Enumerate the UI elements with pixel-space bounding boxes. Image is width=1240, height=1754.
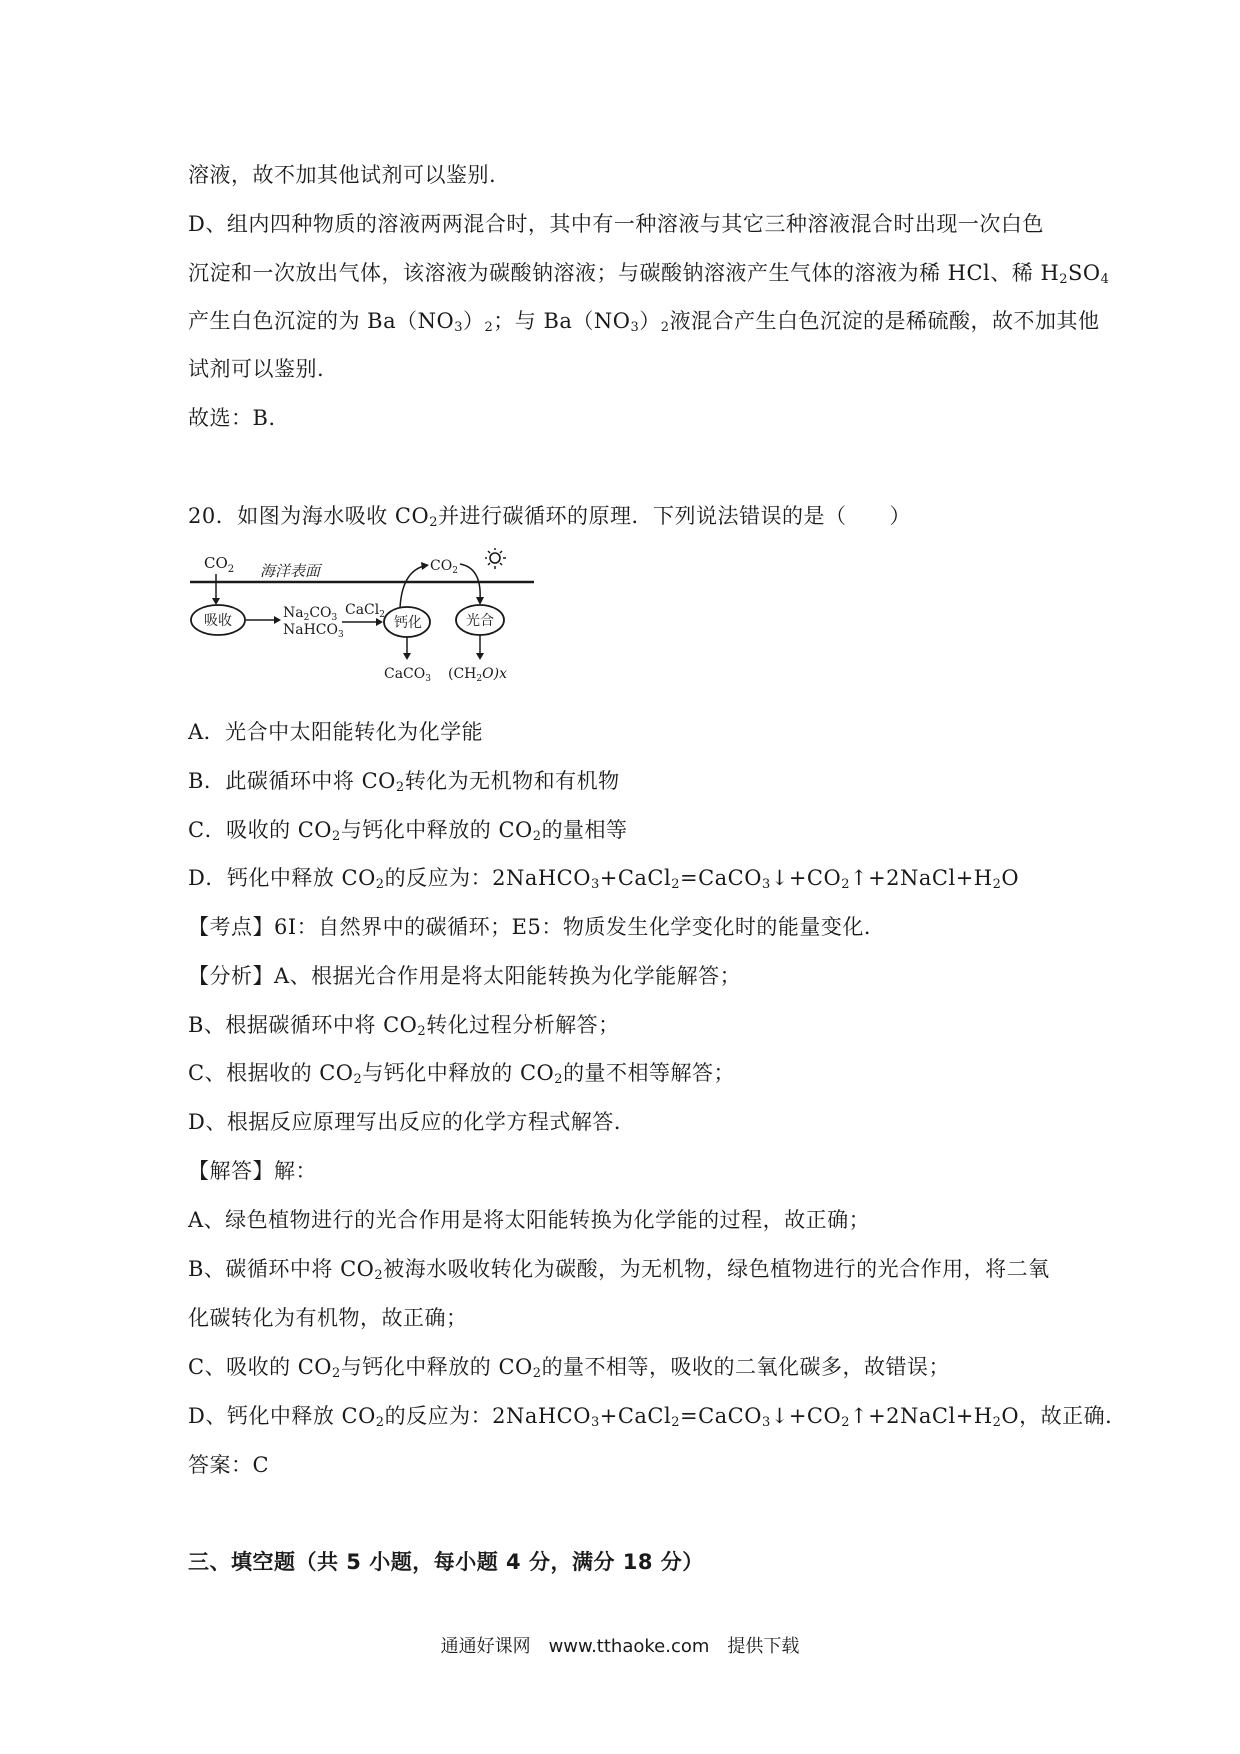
jieda-c: C、吸收的 $CO_2$与钙化中释放的 $CO_2$的量不相等，吸收的二氧化碳多，故错误； bbox=[188, 1355, 951, 1381]
page-footer: 通通好课网 www.tthaoke.com 提供下载 bbox=[440, 1636, 800, 1657]
prev-answer-d-line3: 产生白色沉淀的为 $Ba(NO_3)_2$；与 $Ba(NO_3)_2$液混合产生白色沉淀的是稀硫酸，故不加其他 bbox=[188, 309, 1100, 335]
fenxi-d: D、根据反应原理写出反应的化学方程式解答． bbox=[188, 1110, 636, 1134]
section-3-heading: 三、填空题（共 5 小题，每小题 4 分，满分 18 分） bbox=[188, 1550, 704, 1574]
jieda-a: A、绿色植物进行的光合作用是将太阳能转换为化学能的过程，故正确； bbox=[188, 1208, 871, 1232]
jieda-b2: 化碳转化为有机物，故正确； bbox=[188, 1306, 468, 1330]
jieda-head: 【解答】解： bbox=[188, 1159, 317, 1183]
nahco3-label: NaHCO$_3$ bbox=[283, 622, 344, 640]
caco3-label: CaCO$_3$ bbox=[384, 666, 431, 684]
sun-icon bbox=[485, 548, 506, 569]
calcify-to-co2-curve bbox=[400, 566, 424, 608]
photo-label: 光合 bbox=[466, 613, 494, 629]
option-c: C．吸收的 $CO_2$与钙化中释放的 $CO_2$的量相等 bbox=[188, 818, 628, 844]
jieda-b1: B、碳循环中将 $CO_2$被海水吸收转化为碳酸，为无机物，绿色植物进行的光合作用，将二氧 bbox=[188, 1257, 1050, 1283]
cacl2-label: CaCl$_2$ bbox=[345, 602, 385, 620]
co2-out-label: $CO_2$ bbox=[430, 558, 458, 576]
fenxi-c: C、根据收的 $CO_2$与钙化中释放的 $CO_2$的量不相等解答； bbox=[188, 1061, 736, 1087]
carbon-cycle-diagram bbox=[190, 548, 550, 688]
co2-to-photo-arrowhead bbox=[476, 597, 484, 605]
option-a: A．光合中太阳能转化为化学能 bbox=[188, 720, 484, 744]
co2-in-arrowhead bbox=[212, 598, 220, 605]
photo-down-arrowhead bbox=[476, 653, 484, 660]
answer: 答案：C bbox=[188, 1453, 270, 1477]
calcify-label: 钙化 bbox=[394, 615, 422, 631]
calcify-down-arrowhead bbox=[403, 653, 411, 660]
absorb-to-salts-arrowhead bbox=[274, 616, 281, 624]
fenxi-b: B、根据碳循环中将 $CO_2$转化过程分析解答； bbox=[188, 1013, 620, 1039]
fenxi-a: 【分析】A、根据光合作用是将太阳能转换为化学能解答； bbox=[188, 964, 742, 988]
sea-surface-label: 海洋表面 bbox=[260, 562, 321, 580]
prev-answer-d-line1: D、组内四种物质的溶液两两混合时，其中有一种溶液与其它三种溶液混合时出现一次白色 bbox=[188, 212, 1044, 236]
prev-answer-d-line2: 沉淀和一次放出气体，该溶液为碳酸钠溶液；与碳酸钠溶液产生气体的溶液为稀 HCl、稀 $H_2SO_4$ bbox=[188, 261, 1110, 287]
absorb-label: 吸收 bbox=[204, 613, 232, 629]
option-b: B．此碳循环中将 $CO_2$转化为无机物和有机物 bbox=[188, 769, 620, 795]
question-20-stem: 20．如图为海水吸收 $CO_2$并进行碳循环的原理．下列说法错误的是（ ） bbox=[188, 504, 911, 530]
ch2o-label: $(CH_2O)x$ bbox=[448, 666, 507, 684]
prev-answer-line1: 溶液，故不加其他试剂可以鉴别. bbox=[188, 163, 497, 187]
kaodian: 【考点】6I：自然界中的碳循环；E5：物质发生化学变化时的能量变化． bbox=[188, 915, 886, 939]
prev-answer-choice: 故选：B. bbox=[188, 406, 276, 430]
option-d: D．钙化中释放 $CO_2$的反应为：$2NaHCO_3+CaCl_2=CaCO_3↓+CO_2↑+2NaCl+H_2O$ bbox=[188, 866, 1020, 892]
prev-answer-d-line4: 试剂可以鉴别. bbox=[188, 357, 325, 381]
jieda-d: D、钙化中释放 $CO_2$的反应为：$2NaHCO_3+CaCl_2=CaCO_3↓+CO_2↑+2NaCl+H_2O$，故正确． bbox=[188, 1404, 1127, 1430]
na2co3-label: $Na_2CO_3$ bbox=[283, 605, 338, 623]
co2-in-label: $CO_2$ bbox=[204, 554, 235, 575]
calcify-to-co2-arrowhead bbox=[421, 562, 429, 570]
